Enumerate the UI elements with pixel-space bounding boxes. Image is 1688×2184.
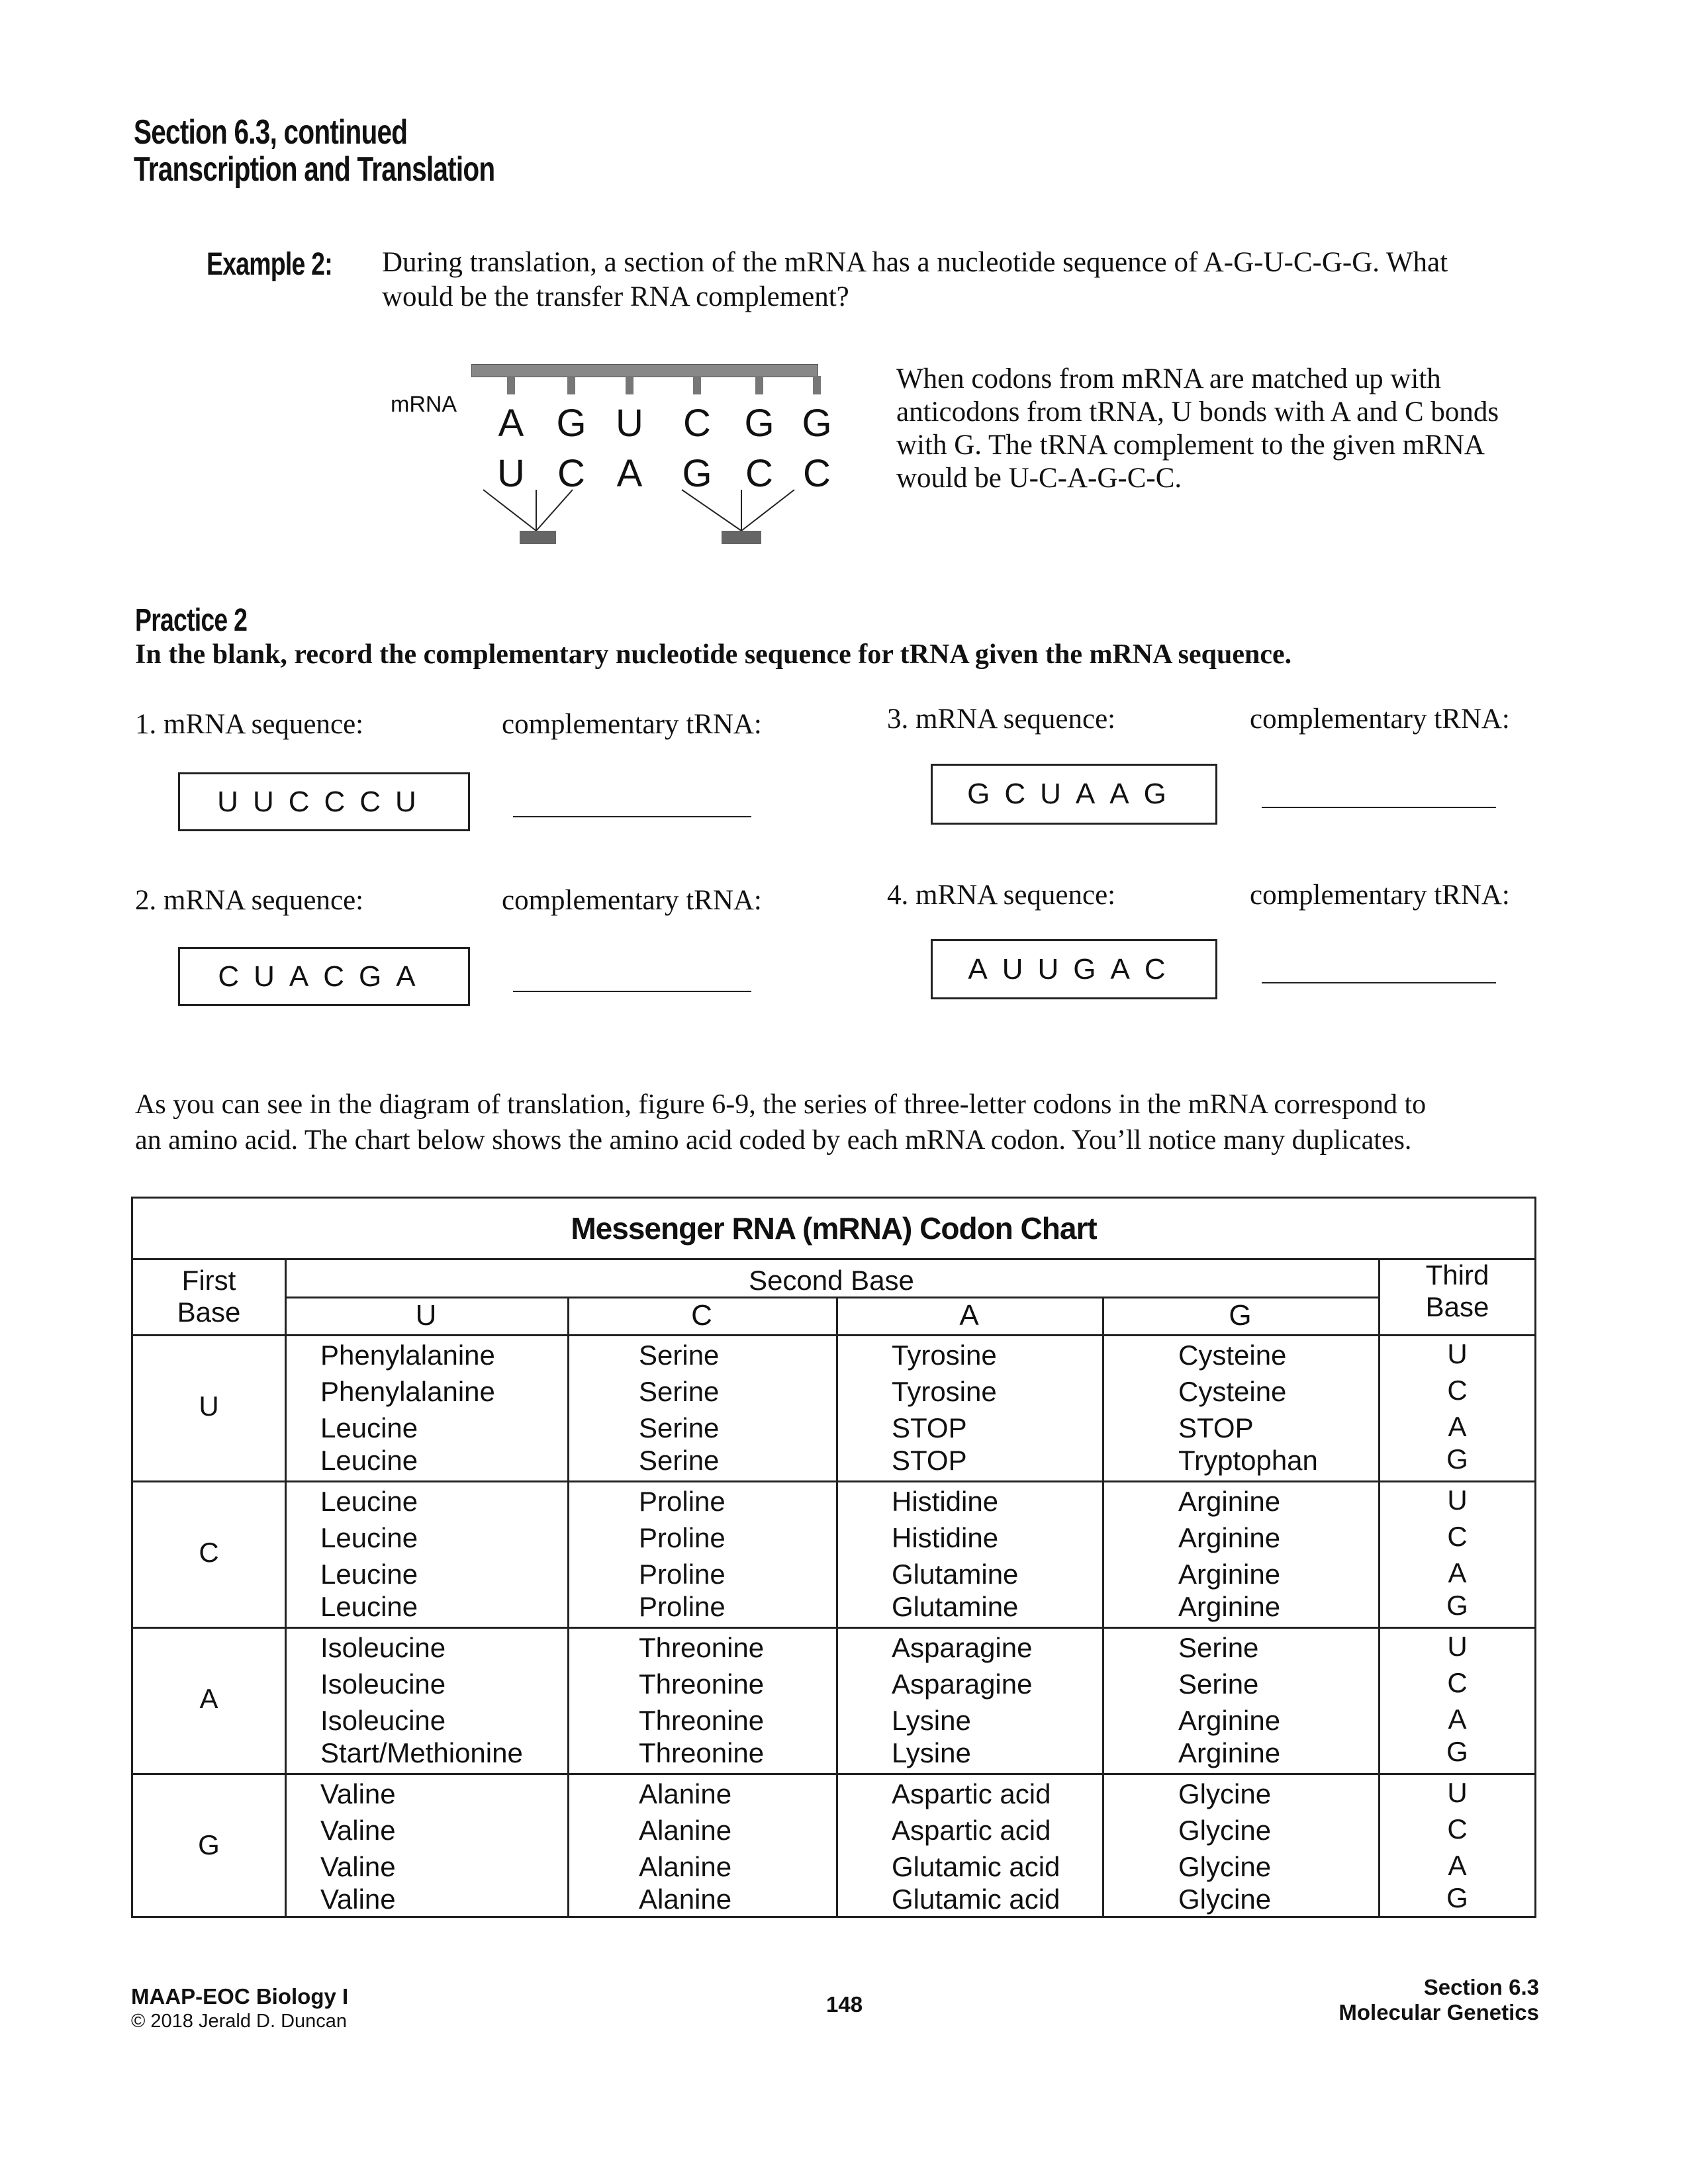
divider <box>133 1627 1534 1629</box>
amino-acid-cell: Isoleucine <box>320 1705 446 1736</box>
amino-acid-cell: Histidine <box>892 1486 999 1517</box>
q3-answer-blank[interactable] <box>1262 807 1496 808</box>
amino-acid-cell: Arginine <box>1178 1705 1281 1736</box>
third-base: C <box>1447 1521 1468 1552</box>
section-subtitle: Transcription and Translation <box>134 150 495 189</box>
amino-acid-cell: Start/Methionine <box>320 1737 523 1768</box>
q2-label: 2. mRNA sequence: <box>135 885 364 916</box>
amino-acid-cell: Cysteine <box>1178 1340 1287 1371</box>
first-base-header: First Base <box>177 1265 241 1328</box>
amino-acid-cell: Tyrosine <box>892 1340 997 1371</box>
q1-mrna-sequence: UUCCCU <box>178 772 470 831</box>
example-label: Example 2: <box>207 247 332 282</box>
trna-base: G <box>682 452 712 495</box>
amino-acid-cell: Threonine <box>639 1668 765 1700</box>
example-explanation <box>896 363 1499 495</box>
first-base-C: C <box>199 1536 219 1568</box>
codon-chart <box>131 1197 1536 1918</box>
third-base: U <box>1447 1338 1468 1369</box>
explanation-line: would be U-C-A-G-C-C. <box>896 463 1182 494</box>
second-base-G: G <box>1229 1299 1252 1332</box>
amino-acid-cell: Threonine <box>639 1737 765 1768</box>
third-base: U <box>1447 1631 1468 1662</box>
explanation-line: When codons from mRNA are matched up with <box>896 363 1441 394</box>
q4-answer-blank[interactable] <box>1262 982 1496 983</box>
amino-acid-cell: Valine <box>320 1851 396 1882</box>
divider <box>133 1480 1534 1482</box>
amino-acid-cell: Glycine <box>1178 1851 1272 1882</box>
base-connector <box>567 376 575 394</box>
amino-acid-cell: Leucine <box>320 1522 418 1553</box>
amino-acid-cell: Leucine <box>320 1559 418 1590</box>
base-connector <box>626 376 633 394</box>
paragraph-line: As you can see in the diagram of translation, figure 6-9, the series of three-letter codons in the mRNA correspond to <box>135 1089 1427 1120</box>
explanation-line: with G. The tRNA complement to the given mRNA <box>896 430 1485 461</box>
footer-topic: Molecular Genetics <box>1338 2000 1539 2025</box>
divider <box>285 1258 287 1916</box>
amino-acid-cell: Isoleucine <box>320 1632 446 1663</box>
amino-acid-cell: Leucine <box>320 1591 418 1622</box>
third-base: G <box>1446 1882 1468 1913</box>
example-question-line2: would be the transfer RNA complement? <box>382 281 849 312</box>
intro-paragraph <box>135 1087 1426 1158</box>
third-base: C <box>1447 1375 1468 1406</box>
trna-base: A <box>616 452 643 495</box>
amino-acid-cell: STOP <box>1178 1412 1254 1443</box>
second-base-C: C <box>691 1299 712 1332</box>
third-base: A <box>1448 1850 1467 1881</box>
footer-copyright: © 2018 Jerald D. Duncan <box>131 2011 348 2032</box>
amino-acid-cell: STOP <box>892 1445 967 1476</box>
q2-answer-blank[interactable] <box>513 991 751 992</box>
amino-acid-cell: Valine <box>320 1815 396 1846</box>
divider <box>133 1258 1534 1260</box>
mrna-base: G <box>744 402 774 445</box>
amino-acid-cell: Proline <box>639 1559 726 1590</box>
q1-answer-blank[interactable] <box>513 816 751 817</box>
q1-comp-label: complementary tRNA: <box>502 709 762 740</box>
q3-comp-label: complementary tRNA: <box>1250 704 1510 735</box>
base-connector <box>813 376 821 394</box>
divider <box>133 1334 1534 1336</box>
trna-base: U <box>497 452 525 495</box>
amino-acid-cell: Leucine <box>320 1445 418 1476</box>
explanation-line: anticodons from tRNA, U bonds with A and C bonds <box>896 396 1499 428</box>
amino-acid-cell: Arginine <box>1178 1737 1281 1768</box>
amino-acid-cell: Alanine <box>639 1815 732 1846</box>
q2-comp-label: complementary tRNA: <box>502 885 762 916</box>
second-base-U: U <box>415 1299 437 1332</box>
q1-label: 1. mRNA sequence: <box>135 709 364 740</box>
second-base-header: Second Base <box>749 1265 914 1296</box>
amino-acid-cell: Asparagine <box>892 1632 1033 1663</box>
divider <box>1102 1297 1104 1916</box>
amino-acid-cell: Cysteine <box>1178 1376 1287 1407</box>
footer-section: Section 6.3 <box>1423 1975 1539 1999</box>
mrna-strand <box>471 364 818 377</box>
practice-title: Practice 2 <box>135 603 248 638</box>
q2-mrna-sequence: CUACGA <box>178 947 470 1006</box>
amino-acid-cell: Serine <box>639 1412 720 1443</box>
mrna-base: G <box>556 402 586 445</box>
amino-acid-cell: Glutamic acid <box>892 1884 1060 1915</box>
amino-acid-cell: Glutamine <box>892 1559 1019 1590</box>
third-base: A <box>1448 1411 1467 1442</box>
third-base: U <box>1447 1484 1468 1516</box>
amino-acid-cell: Serine <box>1178 1632 1259 1663</box>
third-base: A <box>1448 1557 1467 1588</box>
amino-acid-cell: Tyrosine <box>892 1376 997 1407</box>
amino-acid-cell: Phenylalanine <box>320 1376 495 1407</box>
amino-acid-cell: Lysine <box>892 1705 971 1736</box>
third-base: G <box>1446 1590 1468 1621</box>
divider <box>133 1773 1534 1775</box>
amino-acid-cell: Histidine <box>892 1522 999 1553</box>
first-base-U: U <box>199 1390 219 1422</box>
first-base-G: G <box>198 1829 220 1860</box>
chart-title: Messenger RNA (mRNA) Codon Chart <box>571 1211 1097 1246</box>
section-title: Section 6.3, continued <box>134 113 408 152</box>
third-base: C <box>1447 1667 1468 1698</box>
q4-comp-label: complementary tRNA: <box>1250 880 1510 911</box>
third-base: A <box>1448 1704 1467 1735</box>
first-base-A: A <box>199 1682 218 1714</box>
base-connector <box>507 376 515 394</box>
amino-acid-cell: Alanine <box>639 1884 732 1915</box>
amino-acid-cell: Serine <box>1178 1668 1259 1700</box>
amino-acid-cell: Alanine <box>639 1778 732 1809</box>
q4-mrna-sequence: AUUGAC <box>931 939 1217 999</box>
q4-label: 4. mRNA sequence: <box>887 880 1116 911</box>
amino-acid-cell: Isoleucine <box>320 1668 446 1700</box>
mrna-base: A <box>498 402 524 445</box>
amino-acid-cell: Aspartic acid <box>892 1815 1051 1846</box>
third-base: G <box>1446 1443 1468 1475</box>
amino-acid-cell: Glycine <box>1178 1778 1272 1809</box>
amino-acid-cell: Glutamic acid <box>892 1851 1060 1882</box>
third-base-header: Third Base <box>1425 1259 1489 1322</box>
amino-acid-cell: Alanine <box>639 1851 732 1882</box>
third-base: U <box>1447 1777 1468 1808</box>
amino-acid-cell: Aspartic acid <box>892 1778 1051 1809</box>
mrna-label: mRNA <box>391 392 457 417</box>
amino-acid-cell: Leucine <box>320 1486 418 1517</box>
trna-base: C <box>803 452 831 495</box>
divider <box>836 1297 838 1916</box>
mrna-base: C <box>683 402 711 445</box>
amino-acid-cell: Threonine <box>639 1705 765 1736</box>
amino-acid-cell: Threonine <box>639 1632 765 1663</box>
amino-acid-cell: Glycine <box>1178 1884 1272 1915</box>
amino-acid-cell: Proline <box>639 1486 726 1517</box>
amino-acid-cell: Valine <box>320 1778 396 1809</box>
footer-book: MAAP-EOC Biology I <box>131 1984 349 2009</box>
amino-acid-cell: Leucine <box>320 1412 418 1443</box>
amino-acid-cell: Arginine <box>1178 1591 1281 1622</box>
amino-acid-cell: Glutamine <box>892 1591 1019 1622</box>
amino-acid-cell: Arginine <box>1178 1559 1281 1590</box>
q3-label: 3. mRNA sequence: <box>887 704 1116 735</box>
base-connector <box>755 376 763 394</box>
trna-base: C <box>557 452 585 495</box>
amino-acid-cell: Serine <box>639 1445 720 1476</box>
amino-acid-cell: Asparagine <box>892 1668 1033 1700</box>
paragraph-line: an amino acid. The chart below shows the amino acid coded by each mRNA codon. You’ll notice many duplicates. <box>135 1125 1412 1156</box>
third-base: C <box>1447 1813 1468 1844</box>
amino-acid-cell: Tryptophan <box>1178 1445 1318 1476</box>
q3-mrna-sequence: GCUAAG <box>931 764 1217 825</box>
example-question-line1: During translation, a section of the mRNA has a nucleotide sequence of A-G-U-C-G-G. What <box>382 247 1448 278</box>
third-base: G <box>1446 1736 1468 1767</box>
amino-acid-cell: Phenylalanine <box>320 1340 495 1371</box>
amino-acid-cell: Arginine <box>1178 1522 1281 1553</box>
amino-acid-cell: Proline <box>639 1522 726 1553</box>
divider <box>567 1297 569 1916</box>
amino-acid-cell: Arginine <box>1178 1486 1281 1517</box>
trna-base: C <box>745 452 773 495</box>
page-number: 148 <box>826 1992 863 2017</box>
base-connector <box>693 376 701 394</box>
amino-acid-cell: Valine <box>320 1884 396 1915</box>
amino-acid-cell: STOP <box>892 1412 967 1443</box>
amino-acid-cell: Serine <box>639 1376 720 1407</box>
amino-acid-cell: Proline <box>639 1591 726 1622</box>
amino-acid-cell: Glycine <box>1178 1815 1272 1846</box>
practice-instructions: In the blank, record the complementary nucleotide sequence for tRNA given the mRNA sequence. <box>135 639 1292 670</box>
amino-acid-cell: Lysine <box>892 1737 971 1768</box>
mrna-base: U <box>616 402 643 445</box>
divider <box>285 1297 1378 1298</box>
mrna-base: G <box>802 402 832 445</box>
second-base-A: A <box>959 1299 979 1332</box>
amino-acid-cell: Serine <box>639 1340 720 1371</box>
